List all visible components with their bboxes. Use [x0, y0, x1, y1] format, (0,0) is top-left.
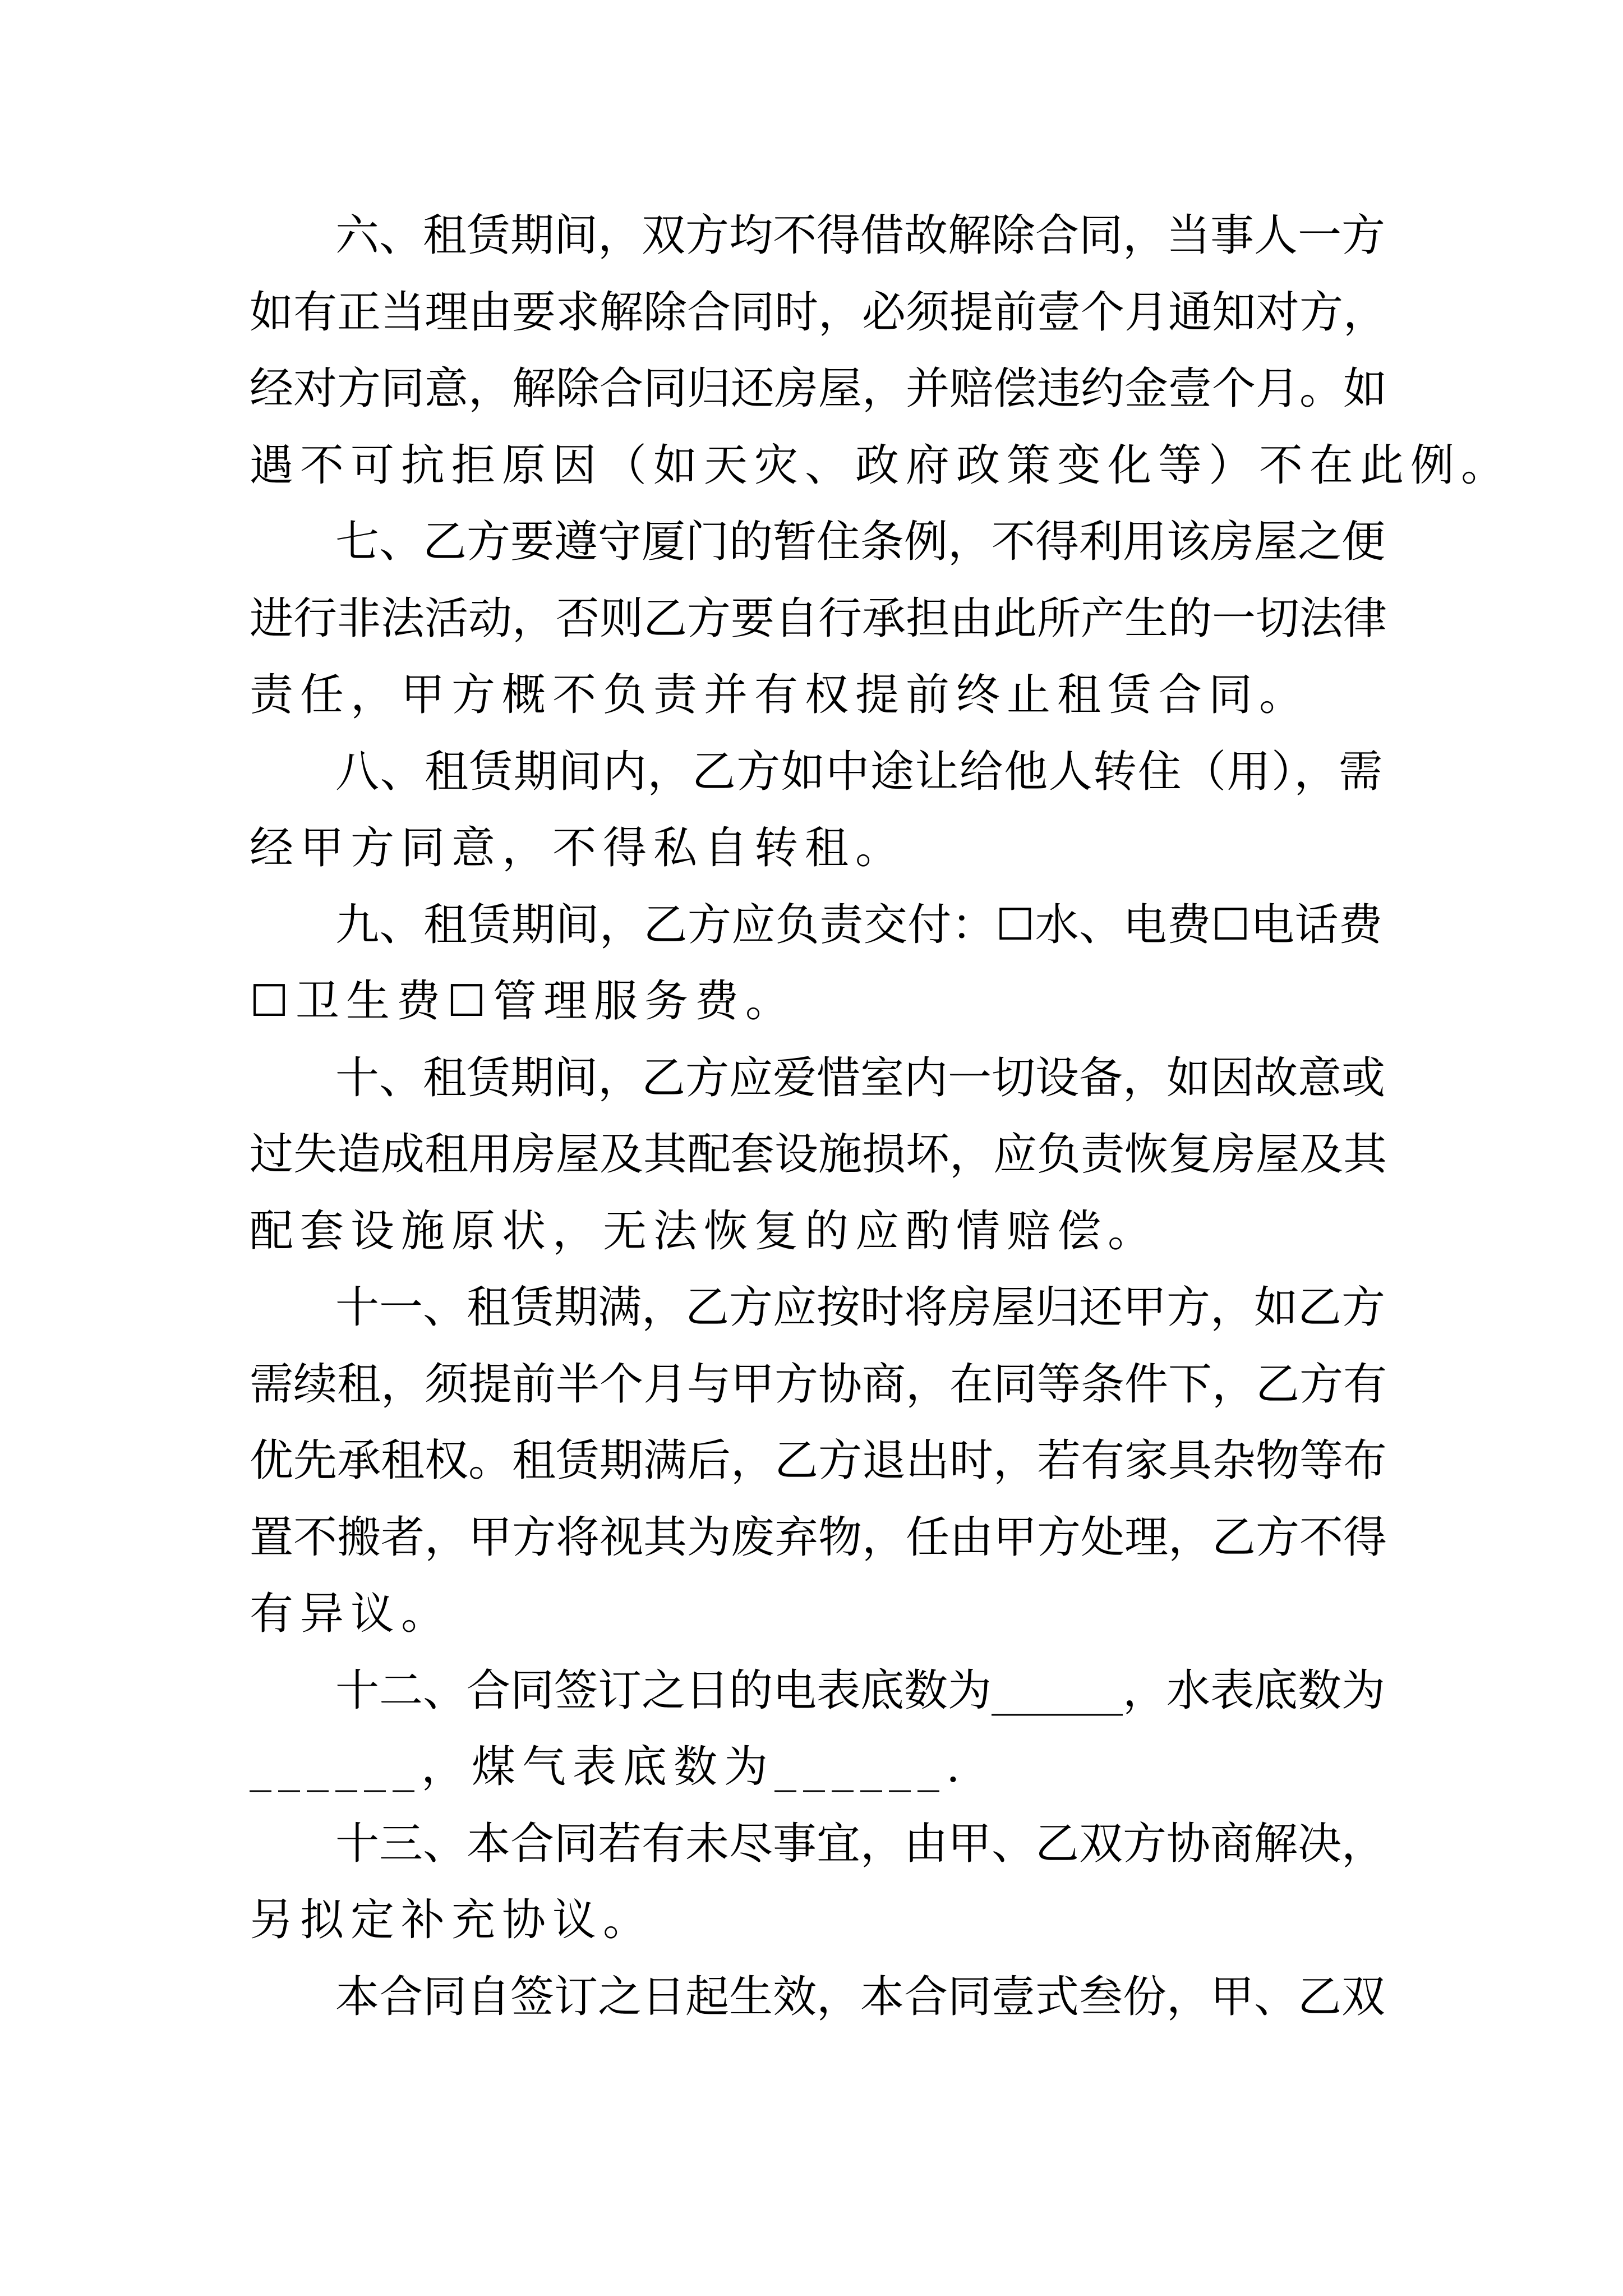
- document-text-line: 遇不可抗拒原因（如天灾、政府政策变化等）不在此例。: [250, 440, 1512, 491]
- document-text-line: 经甲方同意，不得私自转租。: [250, 823, 906, 873]
- document-text-line: 置不搬者，甲方将视其为废弃物，任由甲方处理，乙方不得: [250, 1512, 1387, 1563]
- document-text-line: 责任，甲方概不负责并有权提前终止租赁合同。: [250, 670, 1310, 720]
- document-text-line: 九、租赁期间，乙方应负责交付：☐水、电费☐电话费: [335, 900, 1382, 950]
- document-text-line: 过失造成租用房屋及其配套设施损坏，应负责恢复房屋及其: [250, 1129, 1387, 1180]
- document-text-line: 十二、合同签订之日的电表底数为______，水表底数为: [335, 1665, 1386, 1716]
- document-text-line: 本合同自签订之日起生效，本合同壹式叁份，甲、乙双: [335, 1972, 1386, 2022]
- document-text-line: ______，煤气表底数为______.: [250, 1742, 967, 1792]
- document-text-line: 另拟定补充协议。: [250, 1895, 654, 1945]
- document-text-line: 十一、租赁期满，乙方应按时将房屋归还甲方，如乙方: [335, 1282, 1386, 1333]
- document-text-line: 十三、本合同若有未尽事宜，由甲、乙双方协商解决，: [335, 1819, 1386, 1869]
- document-text-line: 如有正当理由要求解除合同时，必须提前壹个月通知对方，: [250, 287, 1387, 338]
- document-text-line: 六、租赁期间，双方均不得借故解除合同，当事人一方: [335, 210, 1386, 261]
- document-text-line: 配套设施原状，无法恢复的应酌情赔偿。: [250, 1206, 1159, 1257]
- document-text-line: 进行非法活动，否则乙方要自行承担由此所产生的一切法律: [250, 593, 1387, 644]
- document-text-line: 有异议。: [250, 1589, 452, 1639]
- document-text-line: 经对方同意，解除合同归还房屋，并赔偿违约金壹个月。如: [250, 364, 1387, 414]
- document-text-line: 八、租赁期间内，乙方如中途让给他人转住（用），需: [335, 747, 1382, 797]
- document-text-line: 需续租，须提前半个月与甲方协商，在同等条件下，乙方有: [250, 1359, 1387, 1410]
- document-text-line: 十、租赁期间，乙方应爱惜室内一切设备，如因故意或: [335, 1053, 1386, 1103]
- document-text-line: 七、乙方要遵守厦门的暂住条例，不得利用该房屋之便: [335, 517, 1386, 567]
- document-text-line: 优先承租权。租赁期满后，乙方退出时，若有家具杂物等布: [250, 1435, 1387, 1486]
- document-text-line: ☐卫生费☐管理服务费。: [250, 976, 796, 1027]
